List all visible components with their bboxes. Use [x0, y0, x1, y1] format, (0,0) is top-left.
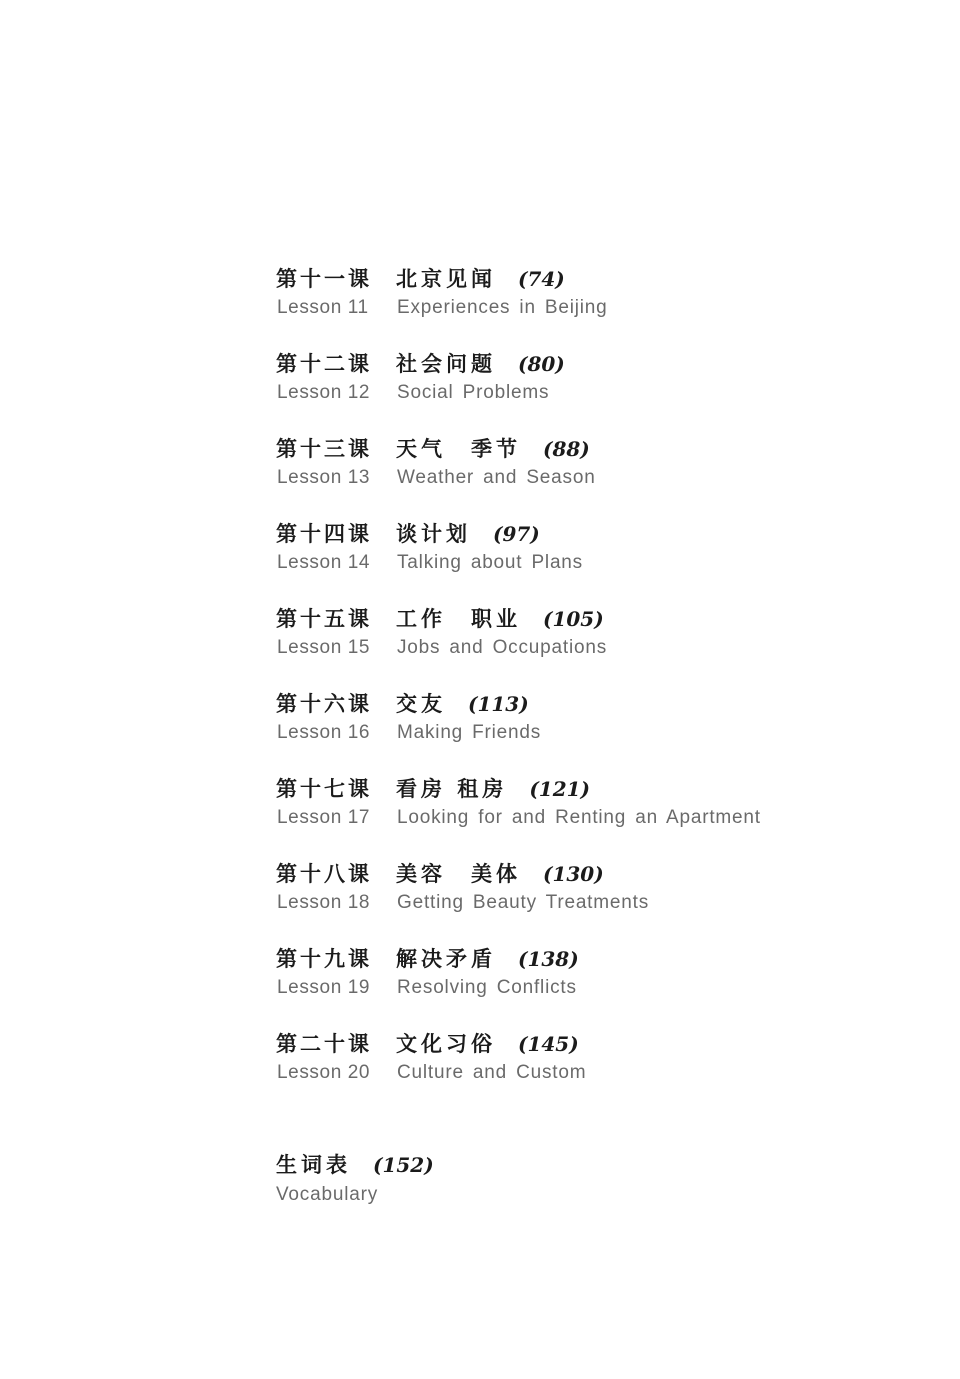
- en-lesson-number: Lesson 11: [277, 297, 369, 318]
- en-lesson-title: Experiences in Beijing: [397, 297, 608, 318]
- toc-entry-vocabulary[interactable]: [276, 1148, 434, 1208]
- zh-lesson-number: 第十三课: [276, 437, 372, 461]
- zh-heading: [276, 347, 565, 381]
- page-number: (105): [543, 607, 604, 631]
- en-heading: [277, 295, 608, 321]
- en-lesson-number: Lesson 12: [277, 382, 371, 403]
- zh-heading: [276, 262, 565, 296]
- zh-lesson-number: 第十七课: [276, 777, 372, 801]
- page-number: (97): [493, 522, 540, 546]
- page-number: (121): [529, 777, 590, 801]
- zh-lesson-title: 天气 季节: [396, 437, 521, 461]
- en-lesson-number: Lesson 16: [277, 722, 371, 743]
- toc-entry-lesson-13[interactable]: [276, 432, 876, 517]
- page-number: (88): [543, 437, 590, 461]
- toc-entry-lesson-15[interactable]: [276, 602, 876, 687]
- vocabulary-en-title: Vocabulary: [276, 1184, 379, 1205]
- page-number: (138): [518, 947, 579, 971]
- zh-lesson-title: 谈计划: [396, 522, 471, 546]
- zh-lesson-title: 交友: [396, 692, 446, 716]
- page-number: (130): [543, 862, 604, 886]
- en-lesson-title: Talking about Plans: [397, 552, 583, 573]
- zh-heading: [276, 687, 529, 721]
- en-lesson-number: Lesson 15: [277, 637, 371, 658]
- en-heading: [277, 975, 577, 1001]
- en-heading: [277, 550, 583, 576]
- en-lesson-title: Getting Beauty Treatments: [397, 892, 650, 913]
- zh-lesson-number: 第十一课: [276, 267, 372, 291]
- en-lesson-number: Lesson 14: [277, 552, 371, 573]
- en-heading: [277, 380, 549, 406]
- zh-lesson-title: 社会问题: [396, 352, 496, 376]
- en-heading: [277, 720, 541, 746]
- zh-heading: [276, 1148, 434, 1182]
- en-heading: [277, 805, 761, 831]
- en-lesson-number: Lesson 13: [277, 467, 371, 488]
- zh-lesson-number: 第十八课: [276, 862, 372, 886]
- zh-lesson-number: 第十五课: [276, 607, 372, 631]
- en-lesson-title: Jobs and Occupations: [397, 637, 608, 658]
- en-lesson-title: Resolving Conflicts: [397, 977, 577, 998]
- en-heading: [277, 1060, 586, 1086]
- zh-lesson-title: 美容 美体: [396, 862, 521, 886]
- zh-lesson-number: 第二十课: [276, 1032, 372, 1056]
- zh-heading: [276, 772, 590, 806]
- page-number: (80): [518, 352, 565, 376]
- en-lesson-number: Lesson 18: [277, 892, 371, 913]
- toc-entry-lesson-18[interactable]: [276, 857, 876, 942]
- en-heading: [277, 635, 607, 661]
- zh-heading: [276, 1027, 579, 1061]
- en-lesson-number: Lesson 20: [277, 1062, 371, 1083]
- toc-entry-lesson-14[interactable]: [276, 517, 876, 602]
- zh-heading: [276, 432, 590, 466]
- page-number: (145): [518, 1032, 579, 1056]
- en-lesson-title: Social Problems: [397, 382, 550, 403]
- en-heading: [277, 465, 596, 491]
- en-heading: [276, 1182, 434, 1208]
- zh-heading: [276, 857, 604, 891]
- en-lesson-number: Lesson 17: [277, 807, 371, 828]
- page-number: (152): [373, 1153, 434, 1177]
- zh-heading: [276, 602, 604, 636]
- en-lesson-title: Looking for and Renting an Apartment: [397, 807, 761, 828]
- en-lesson-number: Lesson 19: [277, 977, 371, 998]
- page-number: (74): [518, 267, 565, 291]
- en-lesson-title: Culture and Custom: [397, 1062, 587, 1083]
- zh-lesson-title: 北京见闻: [396, 267, 496, 291]
- zh-heading: [276, 942, 579, 976]
- toc-entry-lesson-19[interactable]: [276, 942, 876, 1027]
- en-lesson-title: Making Friends: [397, 722, 542, 743]
- table-of-contents: [276, 262, 876, 1112]
- toc-entry-lesson-17[interactable]: [276, 772, 876, 857]
- toc-entry-lesson-16[interactable]: [276, 687, 876, 772]
- zh-lesson-number: 第十二课: [276, 352, 372, 376]
- en-heading: [277, 890, 649, 916]
- zh-lesson-title: 看房 租房: [396, 777, 508, 801]
- zh-lesson-number: 第十六课: [276, 692, 372, 716]
- zh-lesson-title: 文化习俗: [396, 1032, 496, 1056]
- toc-entry-lesson-12[interactable]: [276, 347, 876, 432]
- page-number: (113): [468, 692, 529, 716]
- zh-lesson-title: 工作 职业: [396, 607, 521, 631]
- toc-entry-lesson-11[interactable]: [276, 262, 876, 347]
- zh-lesson-number: 第十四课: [276, 522, 372, 546]
- zh-lesson-title: 解决矛盾: [396, 947, 496, 971]
- en-lesson-title: Weather and Season: [397, 467, 596, 488]
- zh-lesson-number: 第十九课: [276, 947, 372, 971]
- zh-heading: [276, 517, 540, 551]
- toc-entry-lesson-20[interactable]: [276, 1027, 876, 1112]
- vocabulary-zh-title: 生词表: [276, 1153, 351, 1177]
